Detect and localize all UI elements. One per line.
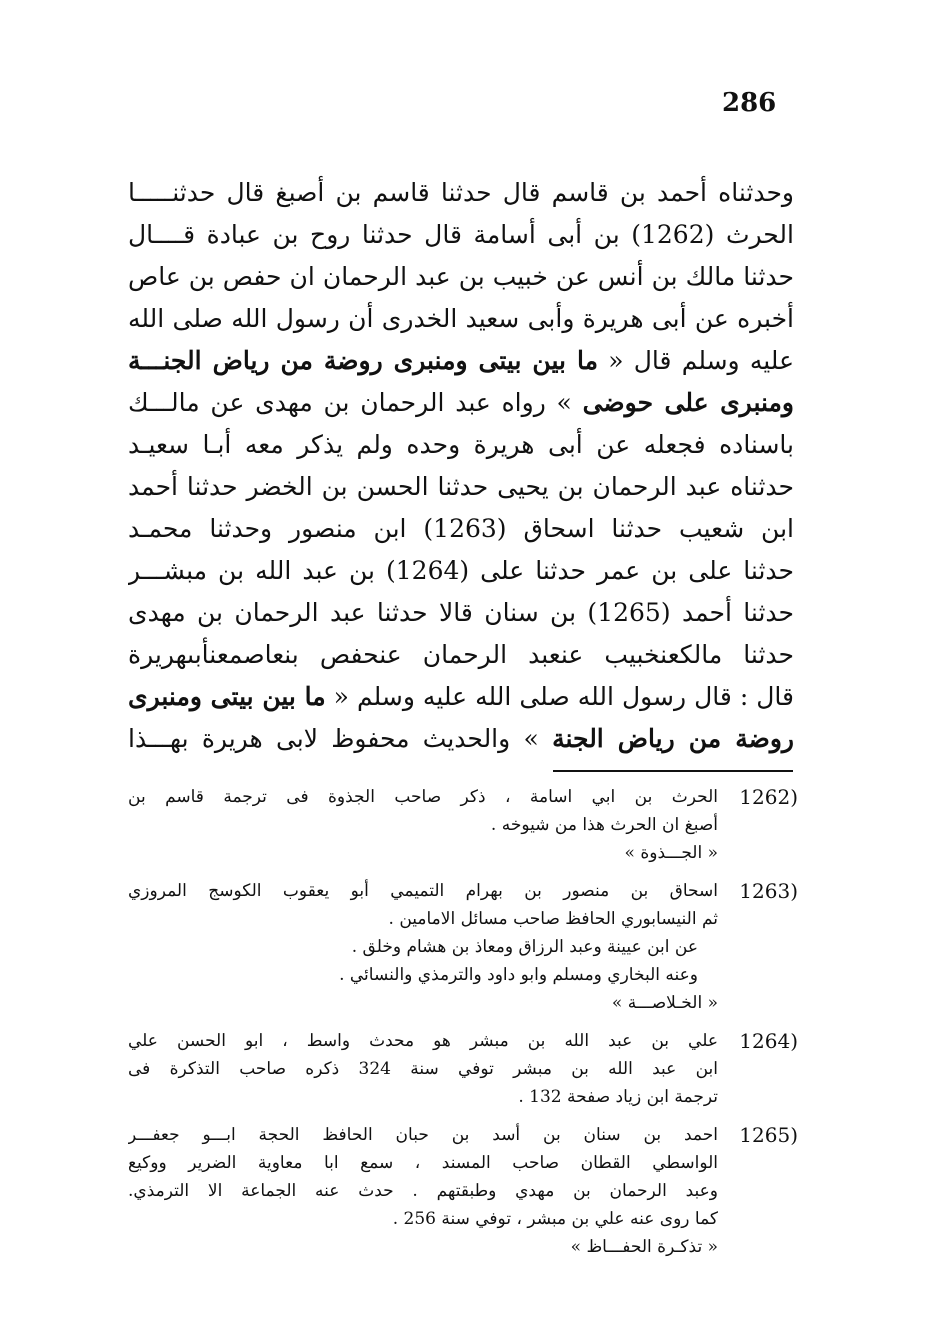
text-line [128,424,794,466]
page-number: 286 [722,88,777,118]
footnote-body [128,1027,718,1111]
footnote-line: « الجـــذوة » [624,843,718,863]
footnote-body [128,1121,718,1261]
text-segment: » رواه عبد الرحمان بن مهدى عن مالـــك [128,388,583,417]
footnote-line: ابن عبد الله بن مبشر توفي سنة 324 ذكره صاحب التذكرة فى [128,1059,718,1079]
text-segment: ابن شعيب حدثنا اسحاق (1263) ابن منصور وحدثنا محمـد [128,514,794,543]
footnote-number: 1265) [739,1123,798,1147]
main-text [128,172,794,760]
text-line [128,340,794,382]
bold-hadith-text: ما بين بيتى ومنبرى روضة من رياض الجنـــة [128,346,598,375]
footnote-line: كما روى عنه علي بن مبشر ، توفي سنة 256 . [392,1209,718,1229]
footnote [128,1027,798,1111]
text-line [128,550,794,592]
footnote-line: وعبد الرحمان بن مهدي وطبقتهم . حدث عنه الجماعة الا الترمذي. [128,1181,718,1201]
footnote [128,877,798,1017]
footnote-line: « الخـلاصـــة » [611,993,718,1013]
footnote-body [128,877,718,1017]
text-segment: باسناده فجعله عن أبى هريرة وحده ولم يذكر معه أبـا سعيـد [128,430,794,459]
bold-hadith-text: ما بين بيتى ومنبرى [128,682,326,711]
bold-hadith-text: ومنبرى على حوضى [582,388,794,417]
footnote-number: 1264) [739,1029,798,1053]
text-segment: عليه وسلم قال « [597,346,794,375]
footnote-line: « تذكـرة الحفـــاظ » [570,1237,718,1257]
text-line [128,718,794,760]
footnote-number: 1263) [739,879,798,903]
footnote-line: اسحاق بن منصور بن بهرام التميمي أبو يعقوب الكوسج المروزي [128,881,718,901]
footnote-line: وعنه البخاري ومسلم وابو داود والترمذي والنسائي . [339,965,698,985]
text-line [128,298,794,340]
footnotes [128,783,798,1271]
text-line [128,466,794,508]
footnote-line: ترجمة ابن زياد صفحة 132 . [518,1087,718,1107]
footnote-body [128,783,718,867]
text-segment: حدثناه عبد الرحمان بن يحيى حدثنا الحسن بن الخضر حدثنا أحمد [128,472,794,501]
text-segment: حدثنا مالك بن أنس عن خبيب بن عبد الرحمان ان حفص بن عاص [128,262,794,291]
footnote-line: علي بن عبد الله بن مبشر هو محدث واسط ، ابو الحسن علي [128,1031,718,1051]
text-segment: أخبره عن أبى هريرة وأبى سعيد الخدرى أن رسول الله صلى الله [128,304,794,333]
footnote-separator [553,770,793,772]
footnote-line: عن ابن عيينة وعبد الرزاق ومعاذ بن هشام وخلق . [351,937,698,957]
text-segment: » والحديث محفوظ لابى هريرة بهـــذا [128,724,553,753]
footnote [128,783,798,867]
text-line [128,508,794,550]
bold-hadith-text: روضة من رياض الجنة [552,724,794,753]
text-segment: وحدثناه أحمد بن قاسم قال حدثنا قاسم بن أصبغ قال حدثنـــــا [128,178,794,207]
footnote-line: أصبغ ان الحرث هذا من شيوخه . [490,815,718,835]
footnote-line: الواسطي القطان صاحب المسند ، سمع ابا معاوية الضرير ووكيع [128,1153,718,1173]
text-line [128,382,794,424]
text-segment: حدثنا أحمد (1265) بن سنان قالا حدثنا عبد الرحمان بن مهدى [128,598,794,627]
footnote-line: الحرث بن ابي اسامة ، ذكر صاحب الجذوة فى ترجمة قاسم بن [128,787,718,807]
footnote-line: ثم النيسابوري الحافظ صاحب مسائل الامامين . [388,909,718,929]
text-line [128,256,794,298]
footnote-line: احمد بن سنان بن أسد بن حبان الحافظ الحجة ابـــو جعفـــر [128,1125,718,1145]
text-line [128,172,794,214]
text-segment: الحرث (1262) بن أبى أسامة قال حدثنا روح بن عبادة قــــال [128,220,794,249]
text-segment: قال : قال رسول الله صلى الله عليه وسلم « [325,682,794,711]
text-segment: حدثنا على بن عمر حدثنا على (1264) بن عبد الله بن مبشـــر [128,556,794,585]
text-segment: حدثنا مالكعنخبيب عنعبد الرحمان عنحفص بنعاصمعنأبىهريرة [128,640,794,669]
footnote-number: 1262) [739,785,798,809]
text-line [128,676,794,718]
text-line [128,634,794,676]
text-line [128,592,794,634]
footnote [128,1121,798,1261]
text-line [128,214,794,256]
